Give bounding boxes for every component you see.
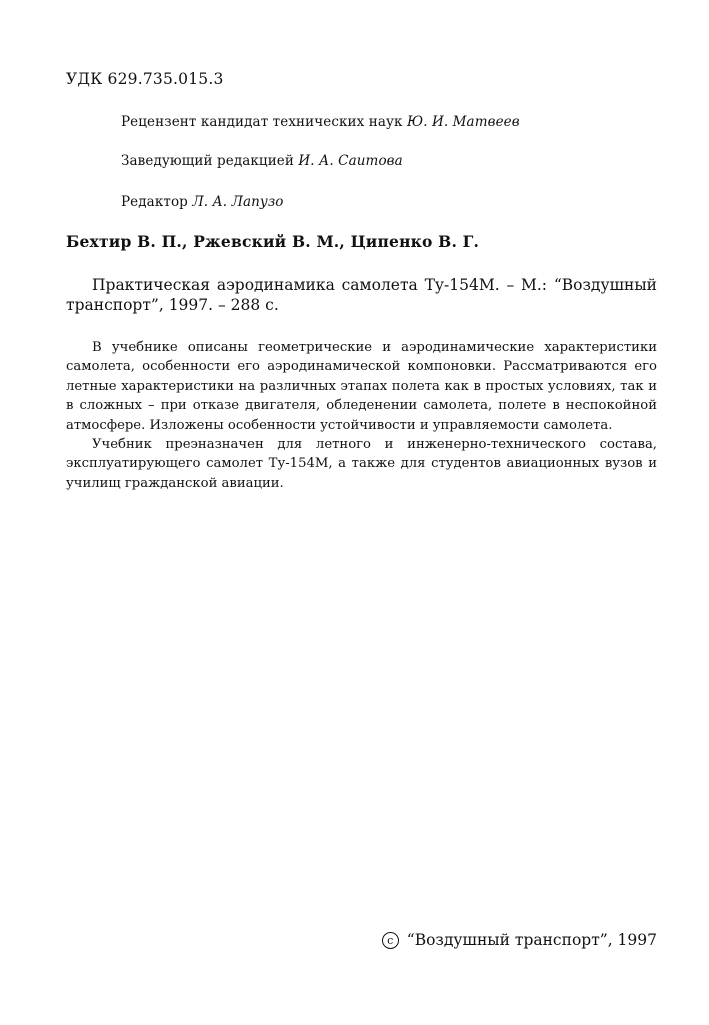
editor-name: Л. А. Лапузо <box>192 194 284 210</box>
editor-credit <box>121 194 284 210</box>
bibliographic-citation: Практическая аэродинамика самолета Ту-154М. – М.: “Воздушный транспорт”, 1997. – 288 с. <box>66 276 657 314</box>
head-editor-role: Заведующий редакцией <box>121 153 294 169</box>
head-editor-credit <box>121 153 403 169</box>
abstract <box>66 338 657 493</box>
abstract-paragraph: В учебнике описаны геометрические и аэродинамические характеристики самолета, особенности его аэродинамической компоновки. Рассматриваются его летные характеристики на различных этапах полета как в простых условиях, так и в сложных – при отказе двигателя, обледенении самолета, полете в неспокойной атмосфере. Изложены особенности устойчивости и управляемости самолета. <box>66 340 657 433</box>
copyright-notice <box>382 931 657 949</box>
authors: Бехтир В. П., Ржевский В. М., Ципенко В. Г. <box>66 232 480 251</box>
copyright-text: “Воздушный транспорт”, 1997 <box>406 931 657 949</box>
reviewer-name: Ю. И. Матвеев <box>406 114 520 130</box>
editor-role: Редактор <box>121 194 188 210</box>
reviewer-role: Рецензент кандидат технических наук <box>121 114 403 130</box>
abstract-paragraph: Учебник преэназначен для летного и инженерно-технического состава, эксплуатирующего самолет Ту-154М, а также для студентов авиационных вузов и училищ гражданской авиации. <box>66 437 657 491</box>
reviewer-credit <box>121 114 520 130</box>
head-editor-name: И. А. Саитова <box>298 153 403 169</box>
udk-code: УДК 629.735.015.3 <box>66 70 224 88</box>
copyright-icon: c <box>382 932 399 949</box>
